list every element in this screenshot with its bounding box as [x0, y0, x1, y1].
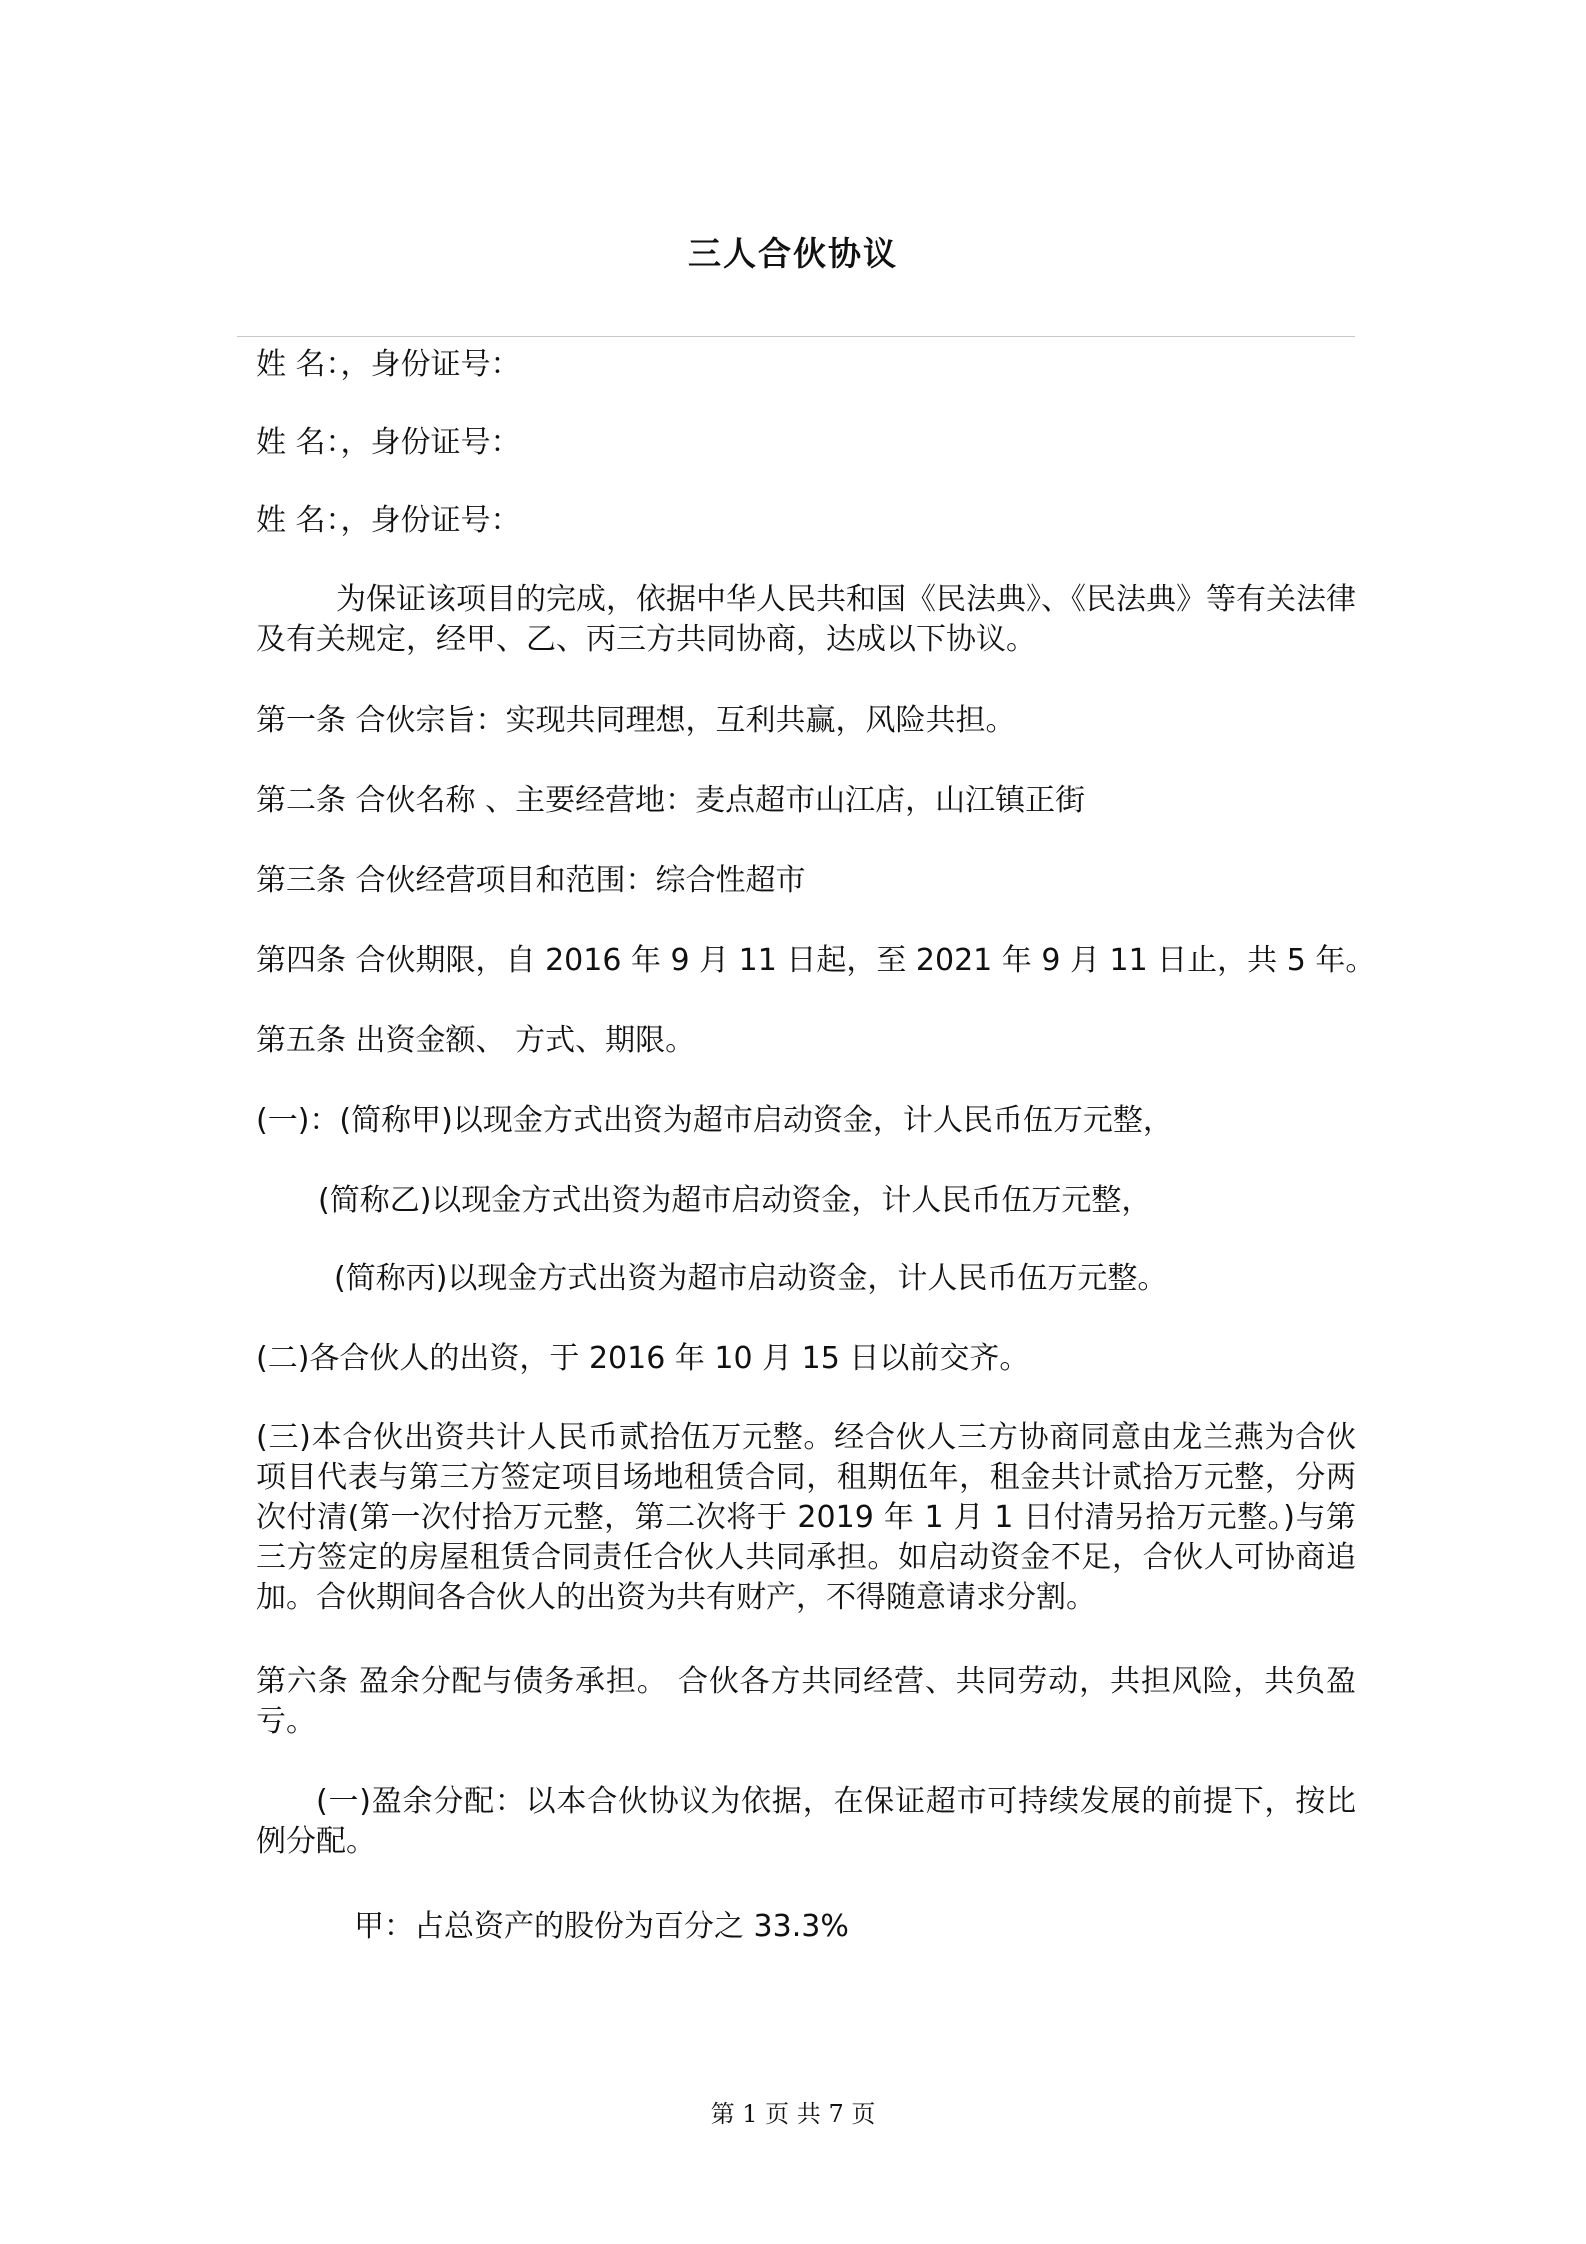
article-6: 第六条 盈余分配与债务承担。 合伙各方共同经营、共同劳动，共担风险，共负盈亏。 — [256, 1664, 1356, 1739]
article-6-clause-1: (一)盈余分配：以本合伙协议为依据，在保证超市可持续发展的前提下，按比例分配。 — [256, 1784, 1356, 1859]
article-5: 第五条 出资金额、 方式、期限。 — [256, 1023, 696, 1058]
article-5-clause-1b: (简称乙)以现金方式出资为超市启动资金，计人民币伍万元整， — [318, 1183, 1152, 1218]
header-divider — [237, 336, 1355, 337]
party-line-2: 姓 名：，身份证号： — [256, 425, 521, 460]
article-5-clause-1c: (简称丙)以现金方式出资为超市启动资金，计人民币伍万元整。 — [334, 1261, 1168, 1296]
page-number: 第 1 页 共 7 页 — [710, 2100, 876, 2128]
article-4: 第四条 合伙期限，自 2016 年 9 月 11 日起，至 2021 年 9 月 11 日止，共 5 年。 — [256, 943, 1376, 978]
article-1: 第一条 合伙宗旨：实现共同理想，互利共赢，风险共担。 — [256, 703, 1016, 738]
share-party-a: 甲：占总资产的股份为百分之 33.3% — [354, 1909, 849, 1944]
intro-paragraph: 为保证该项目的完成，依据中华人民共和国《民法典》、《民法典》等有关法律及有关规定，经甲、乙、丙三方共同协商，达成以下协议。 — [256, 582, 1356, 657]
article-2: 第二条 合伙名称 、主要经营地：麦点超市山江店，山江镇正街 — [256, 783, 1086, 818]
party-line-3: 姓 名：，身份证号： — [256, 503, 521, 538]
party-line-1: 姓 名：，身份证号： — [256, 347, 521, 382]
article-5-clause-2: (二)各合伙人的出资，于 2016 年 10 月 15 日以前交齐。 — [256, 1341, 1030, 1376]
article-3: 第三条 合伙经营项目和范围：综合性超市 — [256, 863, 806, 898]
article-5-clause-3: (三)本合伙出资共计人民币贰拾伍万元整。经合伙人三方协商同意由龙兰燕为合伙项目代表与第三方签定项目场地租赁合同，租期伍年，租金共计贰拾万元整，分两次付清(第一次付拾万元整，第二次将于 2019 年 1 月 1 日付清另拾万元整。)与第三方签定的房屋租赁合同责任合伙人共同承担。如启动资金不足，合伙人可协商追加。合伙期间各合伙人的出资为共有财产，不得随意请求分割。 — [256, 1420, 1356, 1615]
document-title: 三人合伙协议 — [688, 234, 898, 273]
article-5-clause-1a: (一)：(简称甲)以现金方式出资为超市启动资金，计人民币伍万元整， — [256, 1103, 1173, 1138]
